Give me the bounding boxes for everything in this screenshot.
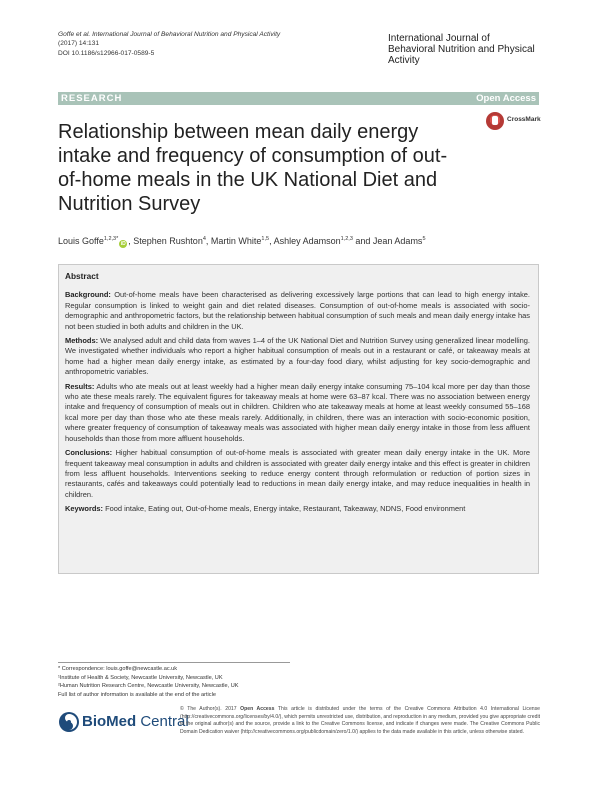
citation-block (58, 30, 280, 58)
author-name[interactable]: Martin White (210, 236, 262, 246)
author-separator: and (352, 236, 373, 246)
abstract-section-text: Adults who ate meals out at least weekly had a higher mean daily energy intake consuming 75–104 kcal more per day than those who ate these meals rarely. The equivalent figures for takeaway meals at home were 63–87 kcal. There was no association between energy intake and frequency of consumption of meals out in children. Children who ate takeaway meals at home at least weekly consumed 55–168 kcal more per day than those who ate these meals rarely. Additionally, in children, there was an interaction with socio-economic position, where greater frequency of consumption of takeaway meals was associated with higher mean daily energy intake in those from less affluent households than those from more affluent households. (65, 381, 530, 443)
author-affiliation-marker: 1,2,3* (103, 236, 119, 242)
open-access-label: Open Access (476, 93, 536, 104)
abstract-section-label: Results: (65, 381, 95, 391)
abstract-section (65, 336, 530, 378)
abstract-section-text: Out-of-home meals have been characterised as delivering excessively large portions that can lead to high energy intake. Regular consumption is linked to weight gain and diet related diseases. Consumption of out-of-home meals is associated with socio-demographic and anthropometric factors, but the relationship between habitual consumption of such meals and mean daily energy intake has not been studied in both adults and children in the UK. (65, 290, 530, 331)
crossmark-label: CrossMark (507, 116, 541, 123)
citation-doi: DOI 10.1186/s12966-017-0589-5 (58, 49, 155, 57)
affiliation-2: ²Human Nutrition Research Centre, Newcastle University, Newcastle, UK (58, 683, 239, 690)
author-name[interactable]: Louis Goffe (58, 236, 104, 246)
citation-volume: (2017) 14:131 (58, 40, 100, 48)
section-label: RESEARCH (61, 93, 123, 104)
author-name[interactable]: Stephen Rushton (133, 236, 203, 246)
citation-journal: Goffe et al. International Journal of Behavioral Nutrition and Physical Activity (58, 31, 281, 38)
affiliation-1: ¹Institute of Health & Society, Newcastle University, Newcastle, UK (58, 674, 223, 681)
biomed-central-mark-icon (58, 711, 80, 733)
orcid-icon[interactable]: iD (120, 241, 126, 247)
abstract-section (65, 382, 530, 444)
author-name[interactable]: Ashley Adamson (273, 236, 341, 246)
license-statement: © The Author(s). 2017 Open Access This article is distributed under the terms of the Creative Commons Attribution 4.0 International License (http://creativecommons.org/licenses/by/4.0/), which permits unrestricted use, distribution, and reproduction in any medium, provided you give appropriate credit to the original author(s) and the source, provide a link to the Creative Commons license, and indicate if changes were made. The Creative Commons Public Domain Dedication waiver (http://creativecommons.org/publicdomain/zero/1.0/) applies to the data made available in this article, unless otherwise stated. (180, 706, 540, 736)
abstract-content (65, 271, 530, 519)
author-separator: , (269, 236, 274, 246)
abstract-heading: Abstract (65, 271, 99, 281)
author-list (58, 233, 426, 248)
abstract-section (65, 290, 530, 332)
abstract-section (65, 448, 530, 500)
abstract-section-text: Higher habitual consumption of out-of-home meals is associated with greater mean daily energy intake in the UK. More frequent takeaway meal consumption in adults and children is associated with greater daily energy intake and this effect is greater in children from less affluent households. Interventions seeking to reduce energy content through reformulation or reduction of portion sizes in restaurants, cafés and takeaways could potentially lead to reductions in mean daily energy intake, and may reduce inequalities in health in children. (65, 448, 530, 499)
abstract-section-label: Methods: (65, 336, 99, 346)
author-affiliation-marker: 4 (202, 236, 206, 242)
abstract-section-label: Conclusions: (65, 448, 113, 458)
author-affiliation-marker: 1,2,3 (340, 236, 353, 242)
author-separator: , (205, 236, 211, 246)
author-affiliation-marker: 5 (422, 236, 426, 242)
biomed-central-logo (58, 709, 189, 735)
crossmark-icon (486, 112, 504, 130)
author-separator: , (128, 236, 134, 246)
article-title: Relationship between mean daily energy intake and frequency of consumption of out-of-home meals in the UK National Diet and Nutrition Survey (58, 121, 448, 215)
abstract-section-text: We analysed adult and child data from waves 1–4 of the UK National Diet and Nutrition Survey using generalized linear modelling. We investigated whether individuals who report a higher habitual consumption of meals out in a restaurant or café, or takeaway meals at home had a higher mean daily energy intake, as estimated by a four-day food diary, whilst adjusting for key socio-demographic and anthropometric variables. (65, 336, 530, 377)
author-info-note: Full list of author information is available at the end of the article (58, 691, 216, 698)
abstract-box (58, 264, 539, 574)
abstract-section (65, 504, 530, 514)
author-affiliation-marker: 1,5 (261, 236, 270, 242)
journal-logo-text: International Journal of Behavioral Nutrition and Physical Activity (388, 33, 535, 66)
abstract-section-label: Keywords: (65, 504, 104, 514)
abstract-section-text: Food intake, Eating out, Out-of-home meals, Energy intake, Restaurant, Takeaway, NDNS, Food environment (105, 504, 466, 514)
crossmark-badge[interactable] (486, 111, 546, 133)
biomed-central-wordmark: BioMed Central (82, 713, 189, 730)
footnote-divider (58, 662, 290, 663)
correspondence-note: * Correspondence: louis.goffe@newcastle.ac.uk (58, 666, 178, 672)
section-banner (58, 92, 539, 105)
footnotes (58, 665, 298, 699)
abstract-section-label: Background: (65, 290, 111, 300)
author-name[interactable]: Jean Adams (372, 236, 423, 246)
